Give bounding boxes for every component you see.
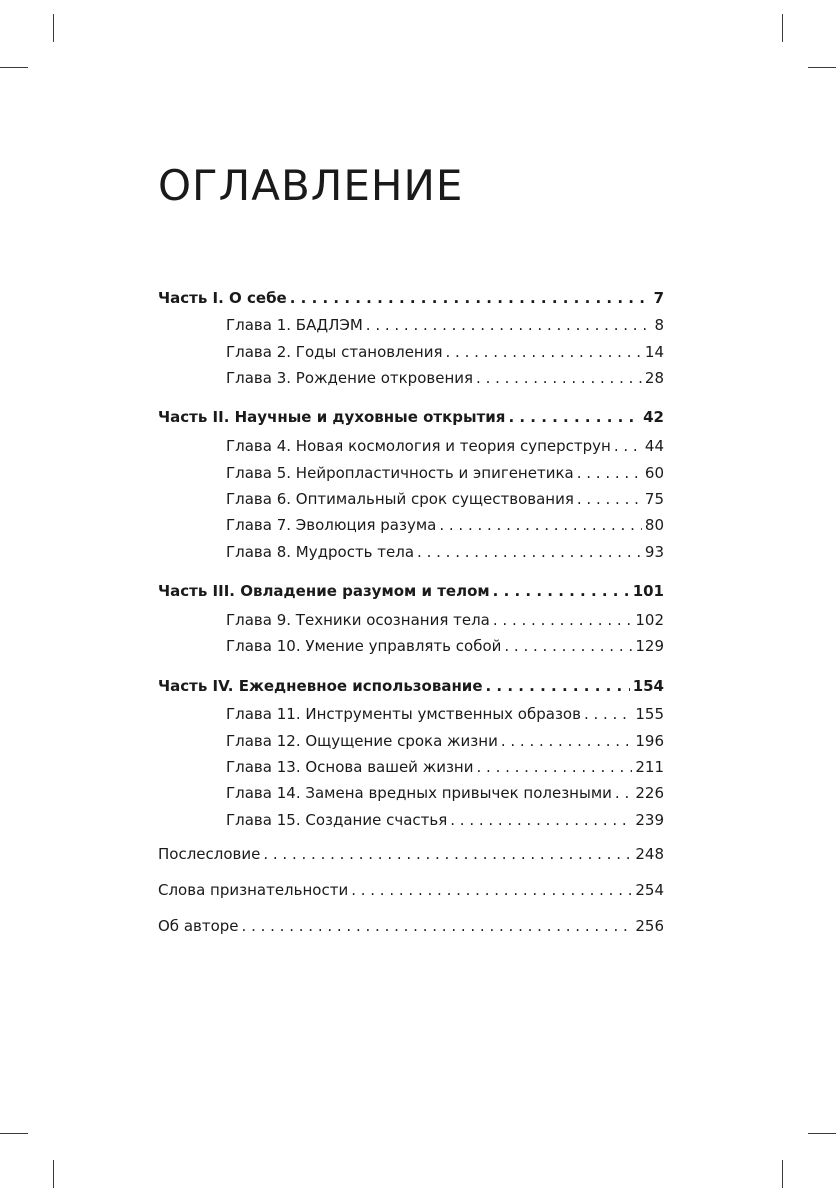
toc-label: Глава 15. Создание счастья <box>226 811 448 829</box>
crop-mark-bottom-left-horizontal <box>0 1133 28 1134</box>
toc-leader <box>351 878 632 902</box>
toc-chapter-11[interactable] <box>226 702 664 726</box>
toc-label: Часть IV. Ежедневное использование <box>158 677 483 695</box>
toc-label: Глава 9. Техники осознания тела <box>226 611 490 629</box>
toc-page-number: 14 <box>644 343 664 361</box>
toc-label: Глава 1. БАДЛЭМ <box>226 316 363 334</box>
toc-label: Послесловие <box>158 845 261 863</box>
toc-afterword[interactable] <box>158 842 664 866</box>
toc-chapter-6[interactable] <box>226 487 664 511</box>
toc-label: Глава 5. Нейропластичность и эпигенетика <box>226 464 574 482</box>
toc-page-number: 42 <box>643 408 664 426</box>
toc-chapter-12[interactable] <box>226 729 664 753</box>
toc-label: Глава 4. Новая космология и теория суперструн <box>226 437 611 455</box>
page-title: ОГЛАВЛЕНИЕ <box>158 161 464 210</box>
toc-label: Слова признательности <box>158 881 349 899</box>
crop-mark-top-left-vertical <box>53 14 54 42</box>
toc-page-number: 93 <box>644 543 664 561</box>
toc-label: Часть II. Научные и духовные открытия <box>158 408 506 426</box>
toc-chapter-14[interactable] <box>226 781 664 805</box>
crop-mark-bottom-right-horizontal <box>808 1133 836 1134</box>
toc-part-3[interactable] <box>158 579 664 603</box>
toc-chapter-2[interactable] <box>226 340 664 364</box>
crop-mark-bottom-left-vertical <box>53 1160 54 1188</box>
toc-page-number: 248 <box>635 845 664 863</box>
toc-leader <box>577 487 642 511</box>
toc-page-number: 7 <box>653 289 664 307</box>
toc-leader <box>508 405 640 429</box>
toc-chapter-15[interactable] <box>226 808 664 832</box>
toc-label: Глава 13. Основа вашей жизни <box>226 758 474 776</box>
toc-leader <box>417 540 642 564</box>
toc-page-number: 60 <box>644 464 664 482</box>
toc-page-number: 254 <box>635 881 664 899</box>
toc-leader <box>614 434 642 458</box>
toc-label: Глава 8. Мудрость тела <box>226 543 415 561</box>
toc-leader <box>577 461 642 485</box>
toc-label: Глава 12. Ощущение срока жизни <box>226 732 498 750</box>
toc-leader <box>615 781 632 805</box>
toc-leader <box>263 842 632 866</box>
toc-page-number: 75 <box>644 490 664 508</box>
toc-chapter-10[interactable] <box>226 634 664 658</box>
toc-page-number: 154 <box>632 677 664 695</box>
toc-chapter-4[interactable] <box>226 434 664 458</box>
toc-leader <box>476 366 642 390</box>
toc-page-number: 28 <box>644 369 664 387</box>
toc-page-number: 256 <box>635 917 664 935</box>
crop-mark-top-right-vertical <box>782 14 783 42</box>
toc-leader <box>450 808 632 832</box>
toc-label: Часть III. Овладение разумом и телом <box>158 582 490 600</box>
toc-chapter-7[interactable] <box>226 513 664 537</box>
toc-page-number: 80 <box>644 516 664 534</box>
toc-page-number: 44 <box>644 437 664 455</box>
toc-chapter-13[interactable] <box>226 755 664 779</box>
toc-leader <box>493 579 630 603</box>
toc-about-author[interactable] <box>158 914 664 938</box>
toc-label: Глава 7. Эволюция разума <box>226 516 437 534</box>
toc-page-number: 239 <box>635 811 664 829</box>
toc-label: Глава 14. Замена вредных привычек полезными <box>226 784 612 802</box>
toc-leader <box>504 634 632 658</box>
toc-page-number: 8 <box>654 316 664 334</box>
toc-label: Глава 3. Рождение откровения <box>226 369 474 387</box>
crop-mark-top-left-horizontal <box>0 67 28 68</box>
toc-label: Глава 2. Годы становления <box>226 343 443 361</box>
toc-page-number: 129 <box>635 637 664 655</box>
toc-leader <box>584 702 632 726</box>
toc-page-number: 226 <box>635 784 664 802</box>
toc-leader <box>493 608 632 632</box>
toc-leader <box>366 313 652 337</box>
toc-label: Глава 6. Оптимальный срок существования <box>226 490 574 508</box>
toc-label: Часть I. О себе <box>158 289 287 307</box>
toc-leader <box>477 755 633 779</box>
crop-mark-top-right-horizontal <box>808 67 836 68</box>
toc-acknowledgements[interactable] <box>158 878 664 902</box>
toc-leader <box>446 340 642 364</box>
toc-page-number: 196 <box>635 732 664 750</box>
toc-chapter-9[interactable] <box>226 608 664 632</box>
toc-page-number: 101 <box>632 582 664 600</box>
toc-leader <box>439 513 642 537</box>
toc-part-4[interactable] <box>158 674 664 698</box>
crop-mark-bottom-right-vertical <box>782 1160 783 1188</box>
toc-label: Глава 11. Инструменты умственных образов <box>226 705 581 723</box>
toc-chapter-5[interactable] <box>226 461 664 485</box>
toc-page-number: 102 <box>635 611 664 629</box>
toc-leader <box>242 914 633 938</box>
toc-leader <box>486 674 630 698</box>
toc-chapter-8[interactable] <box>226 540 664 564</box>
toc-part-2[interactable] <box>158 405 664 429</box>
toc-page-number: 155 <box>635 705 664 723</box>
toc-label: Об авторе <box>158 917 239 935</box>
toc-page-number: 211 <box>635 758 664 776</box>
toc-leader <box>290 286 651 310</box>
toc-chapter-1[interactable] <box>226 313 664 337</box>
toc-leader <box>501 729 633 753</box>
toc-chapter-3[interactable] <box>226 366 664 390</box>
toc-label: Глава 10. Умение управлять собой <box>226 637 502 655</box>
toc-part-1[interactable] <box>158 286 664 310</box>
